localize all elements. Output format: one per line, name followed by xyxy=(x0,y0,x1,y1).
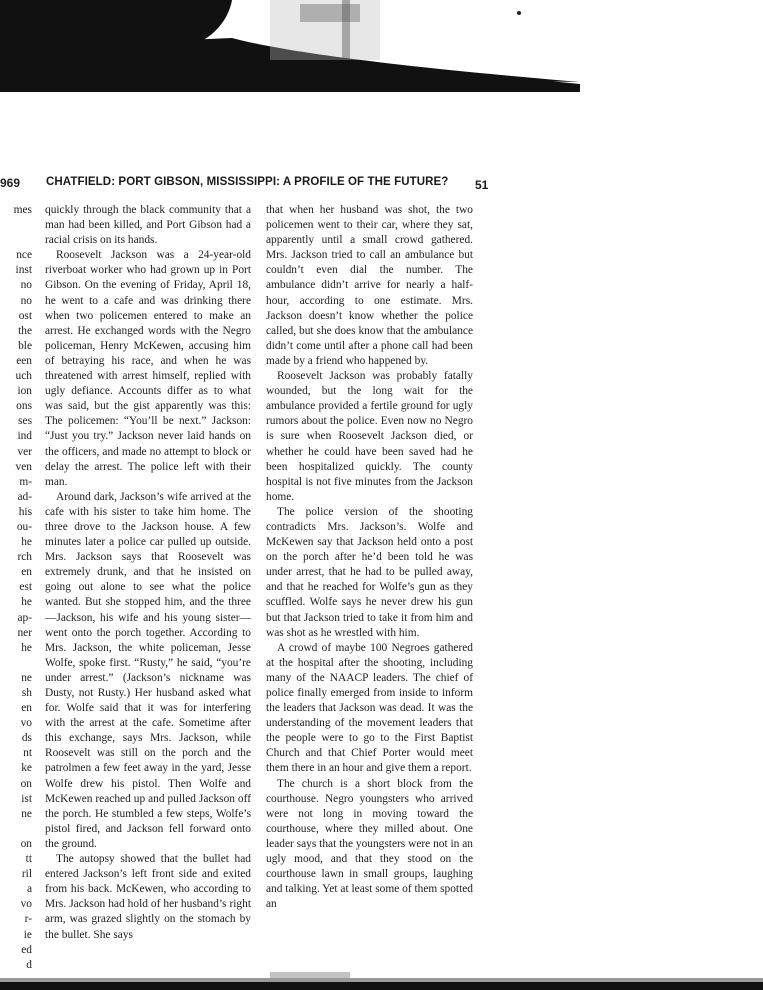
margin-fragment: nt xyxy=(23,747,32,760)
margin-fragment: est xyxy=(19,581,32,594)
paragraph: The police version of the shooting contradicts Mrs. Jackson’s. Wolfe and McKewen say that Jackson held onto a post on the porch after he’d been told he was under arrest, that he had to be pulled away, and that he reached for Wolfe’s gun as they scuffled. Wolfe says he never drew his gun but that Jackson tried to take it from him and was shot as he wrestled with him. xyxy=(266,505,473,639)
margin-fragment: a xyxy=(26,883,32,896)
paragraph: The church is a short block from the courthouse. Negro youngsters who arrived were not long in moving toward the courthouse, where they milled about. One leader says that the youngsters were not in an ugly mood, and that they stood on the courthouse lawn in small groups, laughing and talking. Yet at least some of them spotted an xyxy=(266,777,473,911)
margin-fragment: r- xyxy=(24,913,32,926)
margin-fragment: m- xyxy=(19,475,32,488)
margin-fragment: ie xyxy=(23,928,32,941)
margin-fragment xyxy=(0,656,32,671)
margin-fragment: ner xyxy=(17,626,32,639)
running-header xyxy=(0,174,763,196)
paragraph: quickly through the black community that a man had been killed, and Port Gibson had a racial crisis on its hands. xyxy=(45,204,251,247)
margin-fragment: ind xyxy=(17,430,32,443)
right-column xyxy=(266,203,473,912)
adjacent-page-margin xyxy=(0,203,32,973)
margin-fragment: no xyxy=(20,279,32,292)
paragraph: that when her husband was shot, the two policemen went to their car, where they sat, apparently until a small crowd gathered. Mrs. Jackson tried to call an ambulance but couldn’t even dial the number. The ambulance didn’t arrive for nearly a half-hour, according to one estimate. Mrs. Jackson doesn’t know whether the police called, but she does know that the ambulance didn’t come until after a phone call had been made by a friend who happened by. xyxy=(266,204,473,367)
margin-fragment: d xyxy=(26,958,32,971)
scan-top-edge xyxy=(0,0,763,92)
margin-fragment: ion xyxy=(17,385,32,398)
margin-fragment: ed xyxy=(21,943,32,956)
margin-fragment xyxy=(0,233,32,248)
margin-fragment: ses xyxy=(18,415,32,428)
margin-fragment: nce xyxy=(16,249,32,262)
margin-fragment: ver xyxy=(17,445,32,458)
margin-fragment: on xyxy=(20,837,32,850)
margin-fragment: ons xyxy=(16,400,32,413)
margin-fragment xyxy=(0,822,32,837)
margin-fragment: ap- xyxy=(17,611,32,624)
scan-bottom-edge xyxy=(0,968,763,990)
margin-fragment: no xyxy=(20,294,32,307)
margin-fragment: he xyxy=(21,536,32,549)
margin-fragment: ril xyxy=(21,868,32,881)
margin-fragment: inst xyxy=(15,264,32,277)
margin-fragment: vo xyxy=(20,898,32,911)
paragraph: Roosevelt Jackson was probably fatally wounded, but the long wait for the ambulance provided a fertile ground for ugly rumors about the police. Even now no Negro is sure when Roosevelt Jackson died, or whether he could have been saved had he been hospitalized quickly. The county hospital is not five minutes from the Jackson home. xyxy=(266,370,473,503)
margin-fragment xyxy=(0,218,32,233)
margin-fragment: tt xyxy=(25,853,32,866)
margin-fragment: ne xyxy=(21,807,32,820)
margin-fragment: on xyxy=(20,777,32,790)
margin-fragment: mes xyxy=(13,204,32,216)
margin-fragment: his xyxy=(18,505,32,518)
margin-fragment: rch xyxy=(17,551,32,564)
margin-fragment: ost xyxy=(18,309,32,322)
margin-fragment: ad- xyxy=(17,490,32,503)
margin-fragment: ble xyxy=(18,339,32,352)
scan-bottom-shadow xyxy=(0,968,763,990)
margin-fragment: ist xyxy=(21,792,32,805)
margin-fragment: ke xyxy=(21,762,32,775)
margin-fragment: en xyxy=(21,566,32,579)
page-number: 51 xyxy=(475,178,489,192)
margin-fragment: sh xyxy=(21,687,32,699)
margin-fragment: ds xyxy=(21,732,32,745)
margin-fragment: en xyxy=(21,702,32,715)
margin-fragment: uch xyxy=(15,370,32,383)
scan-shadow-graphic xyxy=(0,0,763,92)
margin-fragment: the xyxy=(18,324,32,337)
adjacent-page-number: 969 xyxy=(0,176,21,190)
margin-fragment: he xyxy=(21,641,32,654)
margin-fragment: ou- xyxy=(16,520,32,533)
margin-fragment: ne xyxy=(21,671,32,684)
paragraph: A crowd of maybe 100 Negroes gathered at the hospital after the shooting, including many of the NAACP leaders. The chief of police finally emerged from inside to inform the leaders that Jackson was dead. It was the understanding of the movement leaders that the people were to go to the First Baptist Church and that Chief Porter would meet them there in an hour and give them a report. xyxy=(266,641,473,775)
margin-fragment: een xyxy=(16,354,32,367)
margin-fragment: ven xyxy=(15,460,32,473)
running-title: CHATFIELD: PORT GIBSON, MISSISSIPPI: A PROFILE OF THE FUTURE? xyxy=(46,176,449,188)
paragraph: The autopsy showed that the bullet had entered Jackson’s left front side and exited from his back. McKewen, who according to Mrs. Jackson had hold of her husband’s right arm, was grazed slightly on the stomach by the bullet. She says xyxy=(45,853,251,941)
margin-fragment: vo xyxy=(20,717,32,730)
left-column xyxy=(45,203,251,943)
paragraph: Around dark, Jackson’s wife arrived at the cafe with his sister to take him home. The three drove to the Jackson house. A few minutes later a police car pulled up outside. Mrs. Jackson says that Roosevelt was extremely drunk, and that he insisted on going out alone to see what the police wanted. But she stopped him, and the three—Jackson, his wife and his young sister—went onto the porch together. According to Mrs. Jackson, the white policeman, Jesse Wolfe, spoke first. “Rusty,” he said, “you’re under arrest.” (Jackson’s nickname was Dusty, not Rusty.) Her husband asked what for. Wolfe said that it was for interfering with the arrest at the cafe. Sometime after this exchange, says Mrs. Jackson, while Roosevelt was still on the porch and the patrolmen a few feet away in the yard, Jesse Wolfe drew his pistol. Then Wolfe and McKewen reached up and pulled Jackson off the porch. He stumbled a few steps, Wolfe’s pistol fired, and Jackson fell forward onto the ground. xyxy=(45,490,251,850)
paragraph: Roosevelt Jackson was a 24-year-old riverboat worker who had grown up in Port Gibson. On the evening of Friday, April 18, he went to a cafe and was drinking there when two policemen entered to make an arrest. He exchanged words with the Negro policeman, Henry McKewen, accusing him of betraying his race, and when he was threatened with arrest himself, replied with ugly defiance. Accounts differ as to what was said, but the gist apparently was this: The policemen: “You’ll be next.” Jackson: “Just you try.” Jackson never laid hands on the officers, and made no attempt to block or delay the arrest. The police left with their man. xyxy=(45,249,251,488)
margin-fragment: he xyxy=(21,596,32,609)
